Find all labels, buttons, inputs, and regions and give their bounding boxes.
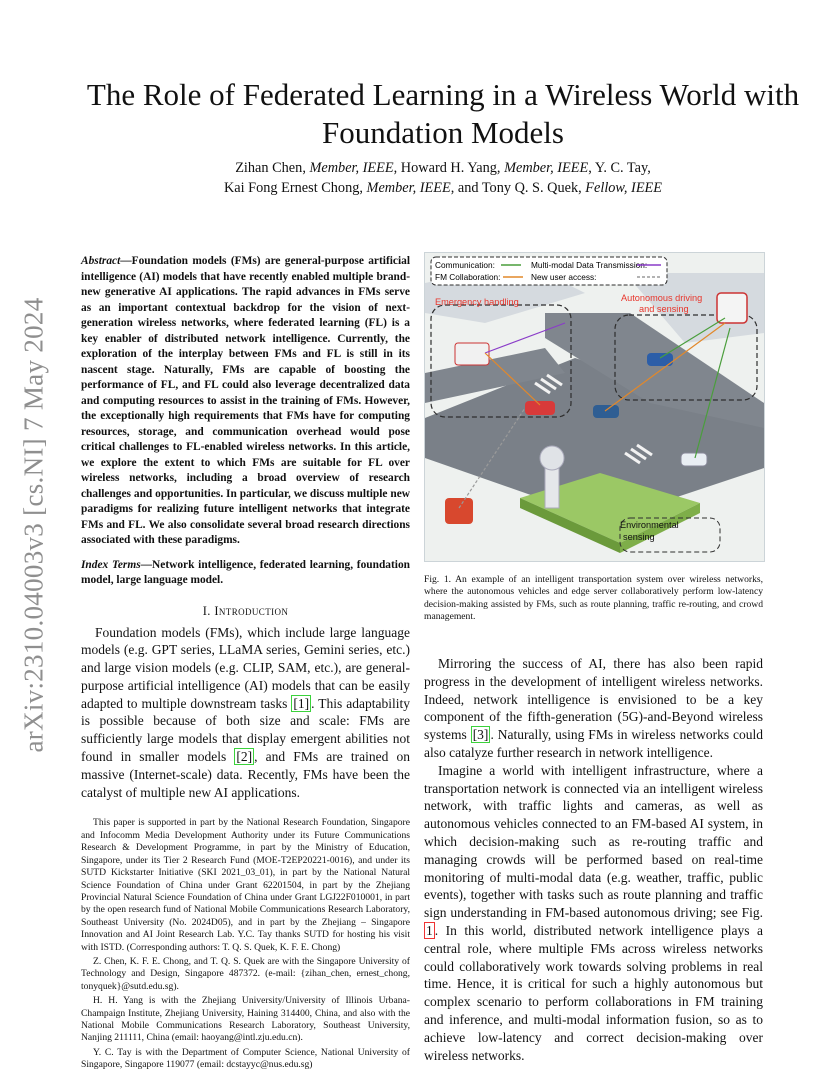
intro-text: Foundation models (FMs), which include large language models (e.g. GPT series, LLaMA series, Gemini series, etc.) and large vision models (e.g. CLIP, SAM, etc.), are general-purpose artificial intelligence (AI) models that can be easily adapted to multiple downstream tasks bbox=[81, 624, 410, 711]
right-column-top bbox=[424, 252, 763, 623]
section-title: Introduction bbox=[214, 603, 289, 618]
affiliation-footnote: Y. C. Tay is with the Department of Computer Science, National University of Singapore, Singapore 119077 (email: dcstayyc@nus.edu.sg) bbox=[81, 1046, 410, 1071]
intro-paragraph bbox=[81, 624, 410, 802]
weather-station bbox=[545, 468, 559, 508]
label-autonomous: and sensing bbox=[639, 304, 689, 314]
left-column bbox=[81, 254, 410, 1074]
citation-link[interactable]: [1] bbox=[293, 695, 310, 711]
index-terms bbox=[81, 558, 410, 589]
legend-new-user: New user access: bbox=[531, 272, 597, 282]
car-icon bbox=[681, 453, 707, 466]
abstract-label: Abstract bbox=[81, 255, 121, 267]
citation-link[interactable]: [2] bbox=[236, 749, 253, 765]
body-text: Imagine a world with intelligent infrastructure, where a transportation network is connected via an intelligent wireless network, with traffic lights and cameras, as well as autonomous vehicles connected to an FM-based AI system, in which decision-making such as re-routing traffic and managing crowds will be performed based on real-time monitoring of multi-modal data (e.g. weather, traffic, public events), together with tasks such as route planning and traffic sign understanding in FM-based autonomous driving; see Fig. bbox=[424, 762, 763, 921]
author-name: Zihan Chen bbox=[235, 160, 303, 176]
transport-illustration bbox=[425, 253, 764, 561]
label-emergency: Emergency handling bbox=[435, 297, 519, 307]
arxiv-identifier bbox=[14, 290, 54, 760]
body-paragraph bbox=[424, 655, 763, 762]
author-name: Howard H. Yang bbox=[400, 160, 497, 176]
author-role: Member, IEEE bbox=[309, 160, 394, 176]
edge-server-icon bbox=[717, 293, 747, 323]
arxiv-id-text: arXiv:2310.04003v3 [cs.NI] 7 May 2024 bbox=[18, 297, 49, 753]
paper-title: The Role of Federated Learning in a Wireless World with Foundation Models bbox=[86, 77, 800, 150]
figure-caption: Fig. 1. An example of an intelligent transportation system over wireless networks, where the autonomous vehicles and edge server collaboratively perform low-latency decision-making assisted by FMs, such as route planning, traffic re-routing, and crowd management. bbox=[424, 574, 763, 622]
right-column-body bbox=[424, 655, 763, 1064]
legend-fm-collaboration: FM Collaboration: bbox=[435, 272, 501, 282]
funding-footnote: This paper is supported in part by the National Research Foundation, Singapore and Infocomm Media Development Authority under its Future Communications Research & Development Programme, in part by the Ministry of Education, Singapore, under its Tier 2 Research Fund (MOE-T2EP20221-0016), and under its SUTD Kickstarter Initiative (SKI 2021_03_01), in part by the National Natural Science Foundation of China under Grant 62201504, in part by the Zhejiang Provincial Natural Science Foundation of China under Grant LGJ22F010001, in part by the open research fund of National Mobile Communications Research Laboratory, Southeast University (No. 2024D05), and in part by the Zhejiang – Singapore Innovation and AI Joint Research Lab. Y.C. Tay thanks SUTD for hosting his visit with ISTD. (Corresponding authors: T. Q. S. Quek, K. F. E. Chong) bbox=[81, 817, 410, 953]
section-number: I. bbox=[202, 603, 211, 618]
legend-communication: Communication: bbox=[435, 260, 495, 270]
car-icon bbox=[445, 498, 473, 524]
body-paragraph bbox=[424, 762, 763, 1065]
figure-reference-link[interactable]: 1 bbox=[426, 922, 433, 938]
legend-multimodal: Multi-modal Data Transmission: bbox=[531, 260, 648, 270]
intro-text: . This adaptability is possible because of both size and scale: FMs are sufficiently large models that display emergent abilities not found in smaller models bbox=[81, 695, 410, 765]
author-role: Fellow, IEEE bbox=[585, 180, 663, 196]
author-name: Kai Fong Ernest Chong bbox=[223, 180, 360, 196]
affiliation-footnote: Z. Chen, K. F. E. Chong, and T. Q. S. Quek are with the Singapore University of Technology and Design, Singapore 487372. (e-mail: {zihan_chen, ernest_chong, tonyquek}@sutd.edu.sg). bbox=[81, 955, 410, 992]
abstract bbox=[81, 254, 410, 549]
citation-link[interactable]: [3] bbox=[472, 727, 489, 743]
author-name: Y. C. Tay bbox=[594, 160, 648, 176]
body-text: . In this world, distributed network intelligence plays a central role, where multiple FMs across wireless networks could collaboratively work towards solving problems in real time. Hence, it is critical for such a highly autonomous but complex scenario to perform collaborations in FM training and inference, and multi-modal information fusion, so as to achieve low-latency and correct decision-making over wireless networks. bbox=[424, 922, 763, 1063]
author-name: Tony Q. S. Quek bbox=[481, 180, 579, 196]
intro-text: , and FMs are trained on massive (Internet-scale) data. Recently, FMs have been the catalyst of multiple new AI applications. bbox=[81, 749, 411, 800]
label-environmental: Environmental bbox=[620, 520, 679, 530]
section-heading bbox=[81, 604, 410, 619]
author-role: Member, IEEE bbox=[366, 180, 451, 196]
ambulance-icon bbox=[455, 343, 489, 365]
car-icon bbox=[593, 405, 619, 418]
affiliation-footnote: H. H. Yang is with the Zhejiang University/University of Illinois Urbana-Champaign Institute, Zhejiang University, Haining 314400, China, and also with the National Mobile Communications Research Laboratory, Southeast University, Nanjing 211111, China (email: haoyang@intl.zju.edu.cn). bbox=[81, 995, 410, 1044]
label-autonomous: Autonomous driving bbox=[621, 293, 703, 303]
footnotes bbox=[81, 817, 410, 1071]
label-environmental: sensing bbox=[623, 532, 655, 542]
author-list: Zihan Chen, Member, IEEE, Howard H. Yang, Member, IEEE, Y. C. Tay, Kai Fong Ernest Chong, Member, IEEE, and Tony Q. S. Quek, Fellow, IEEE bbox=[223, 160, 663, 196]
abstract-text: —Foundation models (FMs) are general-purpose artificial intelligence (AI) models that have recently enabled multiple brand-new generative AI applications. The rapid advances in FMs serve as an important contextual backdrop for the vision of next-generation wireless networks, where federated learning (FL) is a key enabler of distributed network intelligence. Currently, the exploration of the interplay between FMs and FL is still in its nascent stage. Naturally, FMs are capable of boosting the performance of FL, and FL could also leverage decentralized data and computing resources to assist in the training of FMs. However, the exceptionally high requirements that FMs have for computing resources, storage, and communication overhead would pose critical challenges to FL-enabled wireless networks. In this article, we explore the extent to which FMs are suitable for FL over wireless networks, including a broad overview of research challenges and opportunities. In particular, we discuss multiple new paradigms for realizing future intelligent networks that integrate FMs and FL. We also consolidate several broad research directions associated with these paradigms. bbox=[81, 255, 410, 546]
index-terms-text: —Network intelligence, federated learning, foundation model, large language model. bbox=[81, 558, 410, 586]
author-role: Member, IEEE bbox=[504, 160, 589, 176]
car-icon bbox=[525, 401, 555, 415]
body-text: . Naturally, using FMs in wireless networks could also catalyze further research in network intelligence. bbox=[424, 727, 763, 760]
body-text: Mirroring the success of AI, there has also been rapid progress in the development of intelligent wireless networks. Indeed, network intelligence is envisioned to be a key component of the fifth-generation (5G)-and-Beyond wireless systems bbox=[424, 656, 763, 743]
index-terms-label: Index Terms bbox=[81, 558, 141, 571]
figure-1 bbox=[424, 252, 765, 562]
